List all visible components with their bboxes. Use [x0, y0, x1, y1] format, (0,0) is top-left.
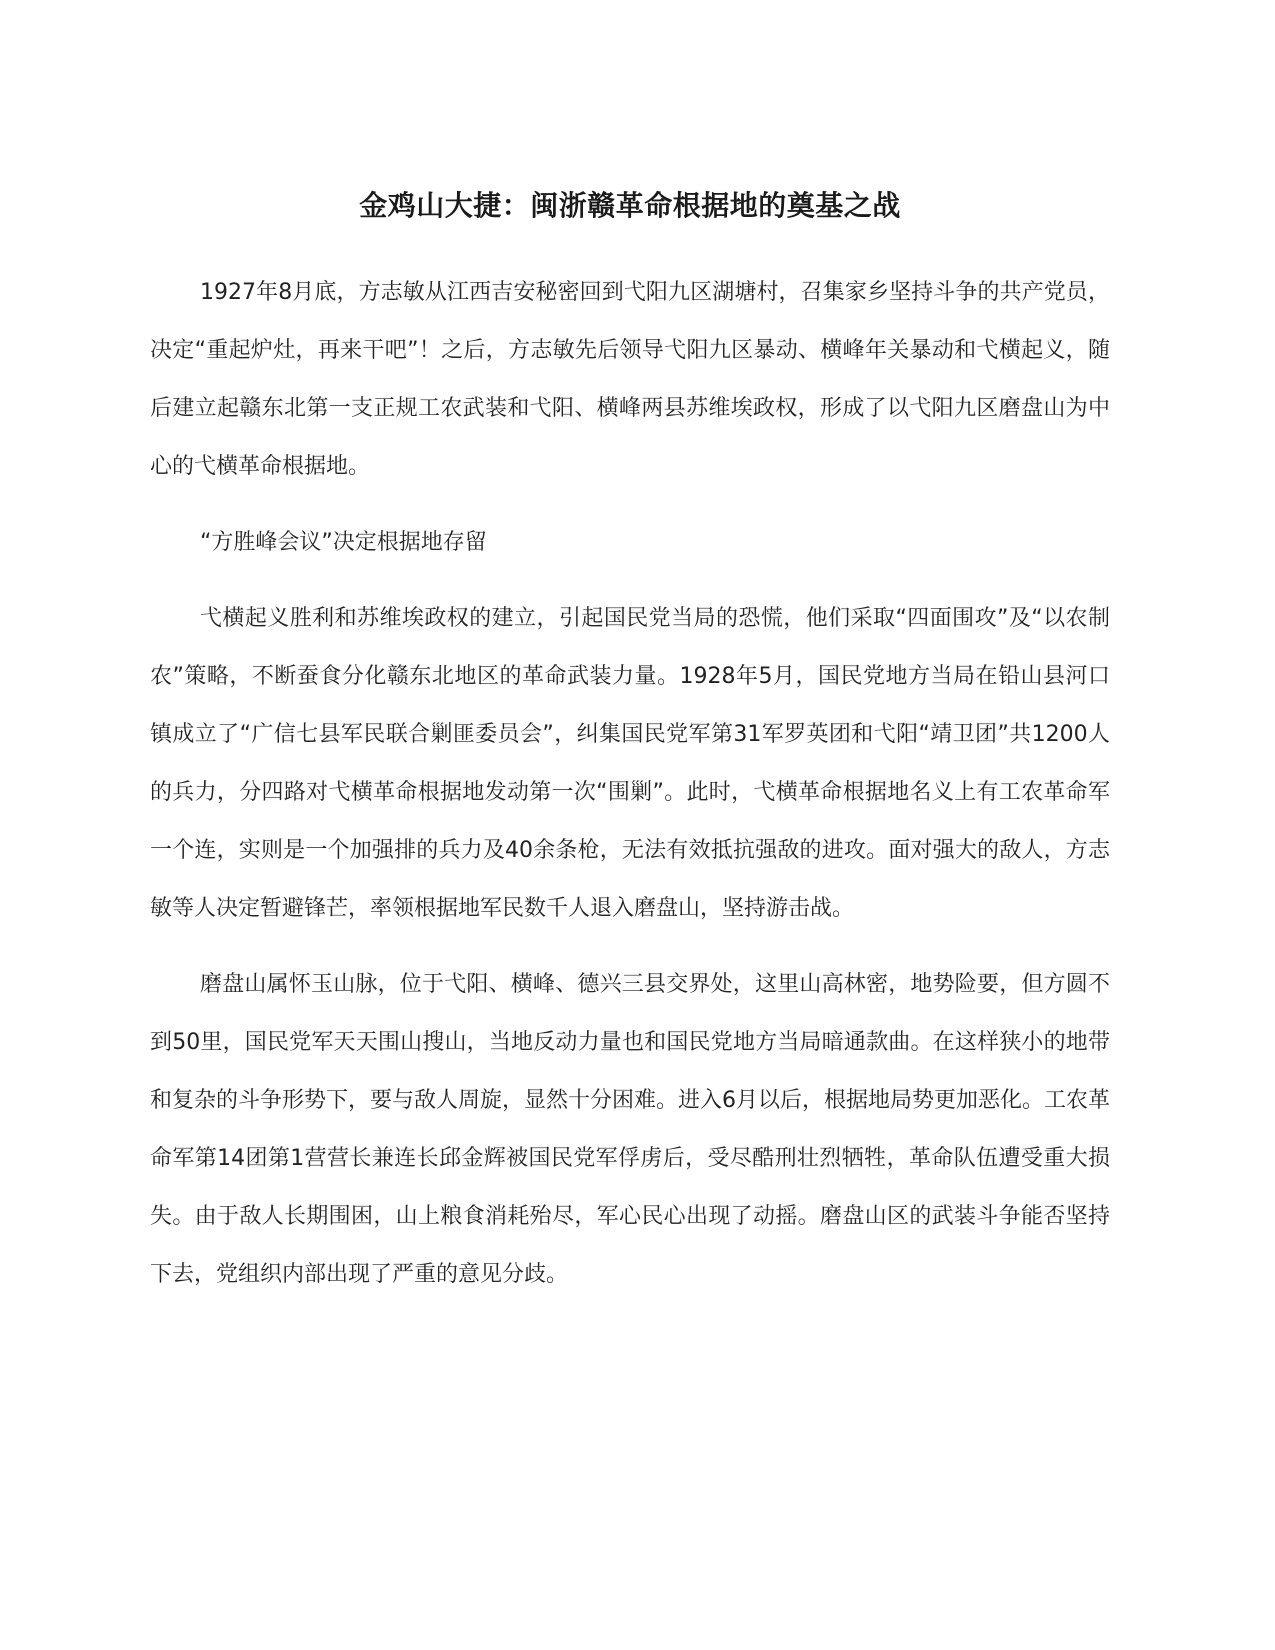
document-title: 金鸡山大捷：闽浙赣革命根据地的奠基之战 [359, 189, 901, 222]
paragraph-mopanshan: 磨盘山属怀玉山脉，位于弋阳、横峰、德兴三县交界处，这里山高林密，地势险要，但方圆不到50里，国民党军天天围山搜山，当地反动力量也和国民党地方当局暗通款曲。在这样狭小的地带和复杂的斗争形势下，要与敌人周旋，显然十分困难。进入6月以后，根据地局势更加恶化。工农革命军第14团第1营营长兼连长邱金辉被国民党军俘虏后，受尽酷刑壮烈牺牲，革命队伍遭受重大损失。由于敌人长期围困，山上粮食消耗殆尽，军心民心出现了动摇。磨盘山区的武装斗争能否坚持下去，党组织内部出现了严重的意见分歧。 [150, 972, 1111, 1287]
section-heading: “方胜峰会议”决定根据地存留 [200, 530, 487, 555]
document-body [150, 264, 1110, 1322]
paragraph-first-encirclement: 弋横起义胜利和苏维埃政权的建立，引起国民党当局的恐慌，他们采取“四面围攻”及“以农制农”策略，不断蚕食分化赣东北地区的革命武装力量。1928年5月，国民党地方当局在铅山县河口镇成立了“广信七县军民联合剿匪委员会”，纠集国民党军第31军罗英团和弋阳“靖卫团”共1200人的兵力，分四路对弋横革命根据地发动第一次“围剿”。此时，弋横革命根据地名义上有工农革命军一个连，实则是一个加强排的兵力及40余条枪，无法有效抵抗强敌的进攻。面对强大的敌人，方志敏等人决定暂避锋芒，率领根据地军民数千人退入磨盘山，坚持游击战。 [150, 606, 1110, 921]
paragraph-intro: 1927年8月底，方志敏从江西吉安秘密回到弋阳九区湖塘村，召集家乡坚持斗争的共产党员，决定“重起炉灶，再来干吧”！之后，方志敏先后领导弋阳九区暴动、横峰年关暴动和弋横起义，随后建立起赣东北第一支正规工农武装和弋阳、横峰两县苏维埃政权，形成了以弋阳九区磨盘山为中心的弋横革命根据地。 [150, 280, 1110, 479]
